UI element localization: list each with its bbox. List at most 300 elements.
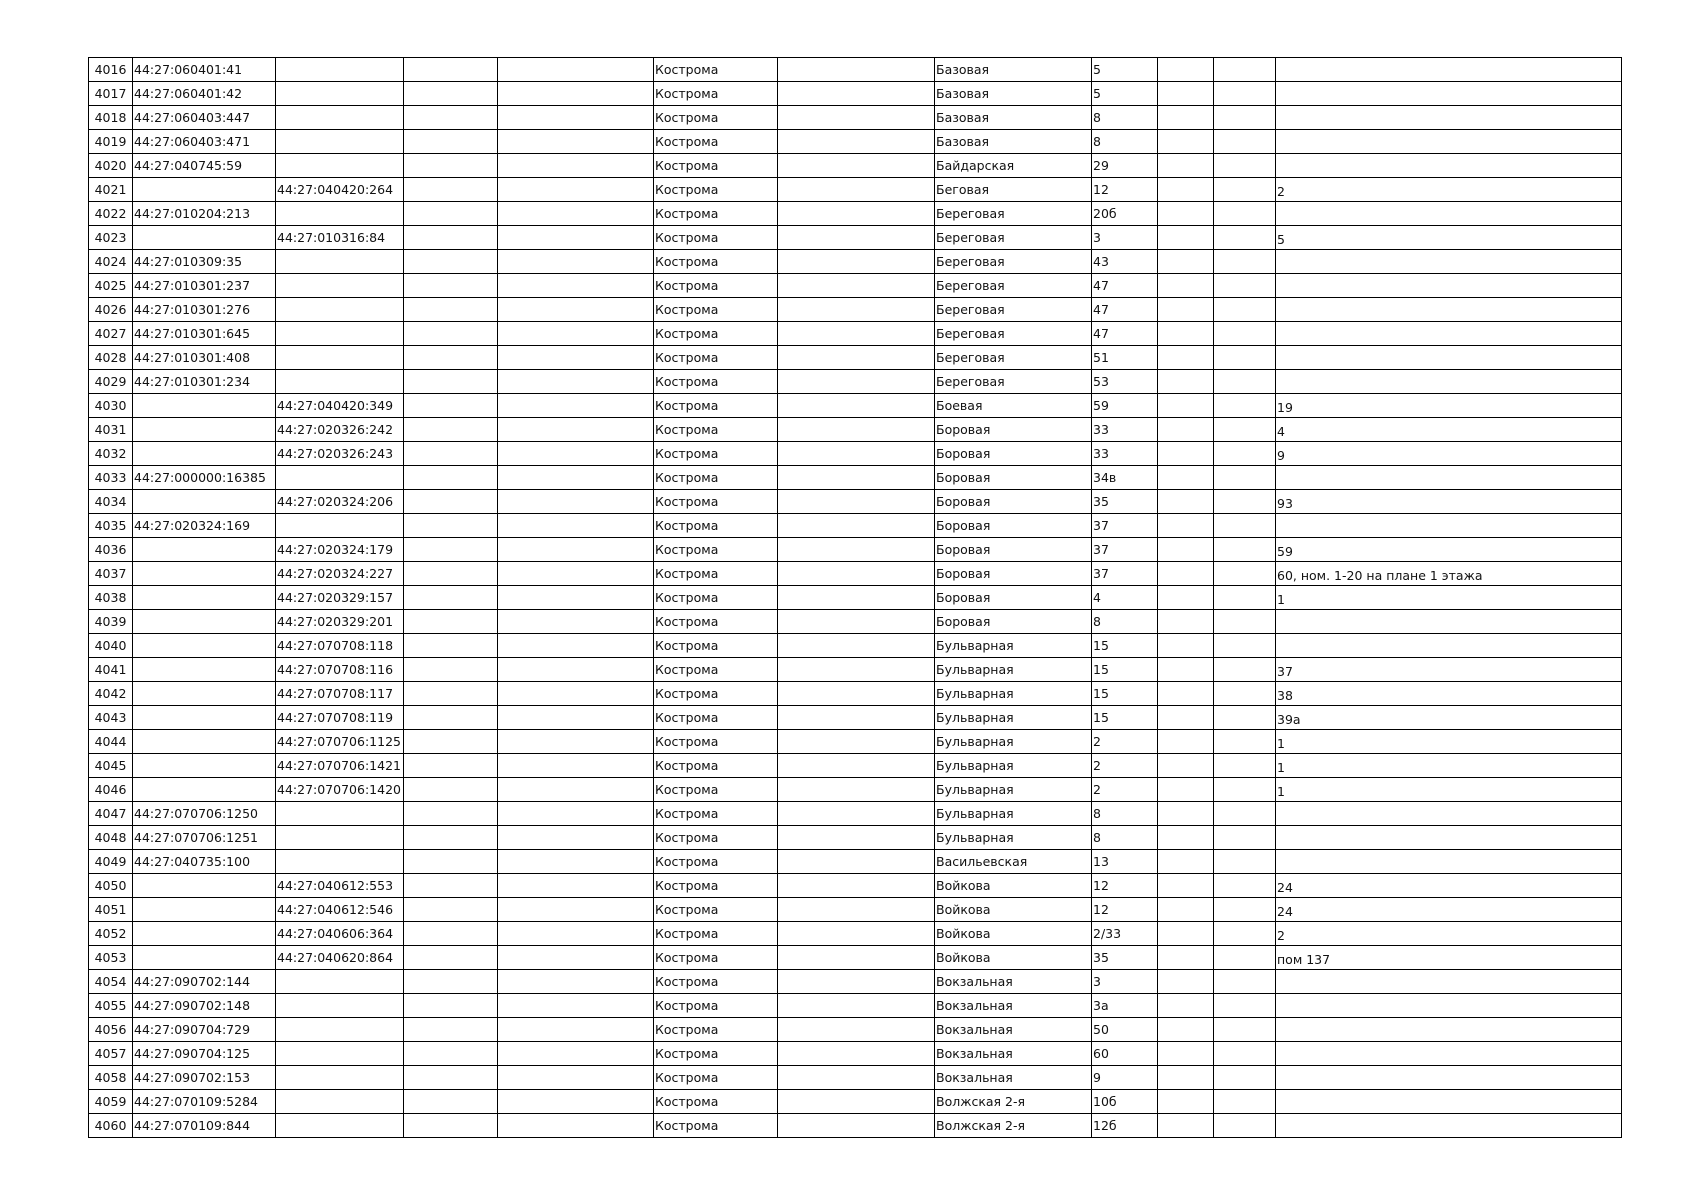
- city-cell: Кострома: [654, 1042, 778, 1066]
- table-row: [89, 154, 1622, 178]
- col-4-cell: [404, 1090, 498, 1114]
- city-cell: Кострома: [654, 970, 778, 994]
- street-cell: Волжская 2-я: [935, 1114, 1092, 1138]
- parent-cadastral-number-cell: 44:27:040620:864: [276, 946, 404, 970]
- row-number-cell: 4018: [89, 106, 133, 130]
- parent-cadastral-number-cell: [276, 130, 404, 154]
- col-11-cell: [1214, 682, 1276, 706]
- col-11-cell: [1214, 202, 1276, 226]
- street-cell: Боровая: [935, 538, 1092, 562]
- street-cell: Вокзальная: [935, 1066, 1092, 1090]
- col-4-cell: [404, 178, 498, 202]
- row-number-cell: 4020: [89, 154, 133, 178]
- cadastral-number-cell: 44:27:060401:41: [133, 58, 276, 82]
- col-5-cell: [498, 1114, 654, 1138]
- apartment-note-cell: [1276, 274, 1622, 298]
- col-11-cell: [1214, 562, 1276, 586]
- house-number-cell: 47: [1092, 298, 1158, 322]
- col-4-cell: [404, 610, 498, 634]
- row-number-cell: 4043: [89, 706, 133, 730]
- table-row: [89, 418, 1622, 442]
- city-cell: Кострома: [654, 1114, 778, 1138]
- house-number-cell: 8: [1092, 610, 1158, 634]
- col-5-cell: [498, 130, 654, 154]
- col-11-cell: [1214, 226, 1276, 250]
- col-10-cell: [1158, 586, 1214, 610]
- col-4-cell: [404, 370, 498, 394]
- parent-cadastral-number-cell: 44:27:020329:157: [276, 586, 404, 610]
- cadastral-number-cell: 44:27:010204:213: [133, 202, 276, 226]
- parent-cadastral-number-cell: 44:27:070708:117: [276, 682, 404, 706]
- row-number-cell: 4022: [89, 202, 133, 226]
- parent-cadastral-number-cell: [276, 106, 404, 130]
- col-10-cell: [1158, 370, 1214, 394]
- col-5-cell: [498, 106, 654, 130]
- house-number-cell: 3: [1092, 226, 1158, 250]
- parent-cadastral-number-cell: [276, 298, 404, 322]
- col-4-cell: [404, 130, 498, 154]
- col-5-cell: [498, 994, 654, 1018]
- cadastral-number-cell: [133, 682, 276, 706]
- col-10-cell: [1158, 898, 1214, 922]
- table-row: [89, 1114, 1622, 1138]
- cadastral-number-cell: [133, 658, 276, 682]
- row-number-cell: 4040: [89, 634, 133, 658]
- apartment-note-cell: 19: [1276, 394, 1622, 418]
- cadastral-number-cell: [133, 490, 276, 514]
- table-row: [89, 202, 1622, 226]
- parent-cadastral-number-cell: [276, 250, 404, 274]
- parent-cadastral-number-cell: [276, 1090, 404, 1114]
- col-5-cell: [498, 946, 654, 970]
- street-cell: Бульварная: [935, 706, 1092, 730]
- cadastral-number-cell: 44:27:090702:153: [133, 1066, 276, 1090]
- street-cell: Вокзальная: [935, 1042, 1092, 1066]
- cadastral-number-cell: [133, 874, 276, 898]
- col-10-cell: [1158, 178, 1214, 202]
- col-10-cell: [1158, 346, 1214, 370]
- city-cell: Кострома: [654, 682, 778, 706]
- col-11-cell: [1214, 706, 1276, 730]
- col-7-cell: [778, 130, 935, 154]
- col-11-cell: [1214, 970, 1276, 994]
- house-number-cell: 9: [1092, 1066, 1158, 1090]
- table-row: [89, 1066, 1622, 1090]
- parent-cadastral-number-cell: [276, 826, 404, 850]
- col-11-cell: [1214, 1042, 1276, 1066]
- cadastral-number-cell: 44:27:090702:144: [133, 970, 276, 994]
- apartment-note-cell: [1276, 106, 1622, 130]
- table-row: [89, 1018, 1622, 1042]
- col-11-cell: [1214, 82, 1276, 106]
- row-number-cell: 4056: [89, 1018, 133, 1042]
- col-7-cell: [778, 1090, 935, 1114]
- col-7-cell: [778, 442, 935, 466]
- col-7-cell: [778, 586, 935, 610]
- city-cell: Кострома: [654, 562, 778, 586]
- col-5-cell: [498, 1090, 654, 1114]
- col-7-cell: [778, 562, 935, 586]
- parent-cadastral-number-cell: 44:27:070706:1125: [276, 730, 404, 754]
- parent-cadastral-number-cell: [276, 58, 404, 82]
- apartment-note-cell: [1276, 970, 1622, 994]
- house-number-cell: 8: [1092, 802, 1158, 826]
- house-number-cell: 35: [1092, 490, 1158, 514]
- col-5-cell: [498, 298, 654, 322]
- cadastral-number-cell: [133, 418, 276, 442]
- table-row: [89, 946, 1622, 970]
- col-7-cell: [778, 106, 935, 130]
- col-7-cell: [778, 850, 935, 874]
- table-row: [89, 490, 1622, 514]
- cadastral-number-cell: 44:27:090704:125: [133, 1042, 276, 1066]
- house-number-cell: 8: [1092, 130, 1158, 154]
- table-row: [89, 802, 1622, 826]
- city-cell: Кострома: [654, 826, 778, 850]
- city-cell: Кострома: [654, 322, 778, 346]
- parent-cadastral-number-cell: [276, 82, 404, 106]
- col-7-cell: [778, 634, 935, 658]
- house-number-cell: 35: [1092, 946, 1158, 970]
- city-cell: Кострома: [654, 154, 778, 178]
- col-7-cell: [778, 490, 935, 514]
- table-row: [89, 922, 1622, 946]
- row-number-cell: 4036: [89, 538, 133, 562]
- col-5-cell: [498, 778, 654, 802]
- cadastral-number-cell: [133, 898, 276, 922]
- apartment-note-cell: 5: [1276, 226, 1622, 250]
- col-7-cell: [778, 802, 935, 826]
- city-cell: Кострома: [654, 634, 778, 658]
- table-row: [89, 874, 1622, 898]
- col-5-cell: [498, 418, 654, 442]
- col-7-cell: [778, 826, 935, 850]
- col-4-cell: [404, 322, 498, 346]
- row-number-cell: 4019: [89, 130, 133, 154]
- city-cell: Кострома: [654, 514, 778, 538]
- col-4-cell: [404, 562, 498, 586]
- col-10-cell: [1158, 994, 1214, 1018]
- house-number-cell: 37: [1092, 538, 1158, 562]
- table-row: [89, 178, 1622, 202]
- street-cell: Бульварная: [935, 802, 1092, 826]
- cadastral-number-cell: [133, 562, 276, 586]
- city-cell: Кострома: [654, 202, 778, 226]
- col-4-cell: [404, 586, 498, 610]
- apartment-note-cell: [1276, 58, 1622, 82]
- house-number-cell: 8: [1092, 106, 1158, 130]
- city-cell: Кострома: [654, 370, 778, 394]
- cadastral-number-cell: 44:27:010301:276: [133, 298, 276, 322]
- parent-cadastral-number-cell: [276, 202, 404, 226]
- row-number-cell: 4016: [89, 58, 133, 82]
- parent-cadastral-number-cell: [276, 1114, 404, 1138]
- cadastral-number-cell: [133, 178, 276, 202]
- row-number-cell: 4044: [89, 730, 133, 754]
- table-row: [89, 226, 1622, 250]
- row-number-cell: 4023: [89, 226, 133, 250]
- house-number-cell: 15: [1092, 682, 1158, 706]
- col-5-cell: [498, 562, 654, 586]
- parent-cadastral-number-cell: 44:27:020324:179: [276, 538, 404, 562]
- row-number-cell: 4025: [89, 274, 133, 298]
- street-cell: Береговая: [935, 346, 1092, 370]
- street-cell: Береговая: [935, 298, 1092, 322]
- cadastral-number-cell: 44:27:070109:5284: [133, 1090, 276, 1114]
- col-11-cell: [1214, 826, 1276, 850]
- table-row: [89, 634, 1622, 658]
- col-10-cell: [1158, 1090, 1214, 1114]
- parent-cadastral-number-cell: [276, 154, 404, 178]
- row-number-cell: 4035: [89, 514, 133, 538]
- city-cell: Кострома: [654, 754, 778, 778]
- city-cell: Кострома: [654, 778, 778, 802]
- col-5-cell: [498, 970, 654, 994]
- row-number-cell: 4051: [89, 898, 133, 922]
- parent-cadastral-number-cell: 44:27:040420:349: [276, 394, 404, 418]
- col-7-cell: [778, 946, 935, 970]
- col-5-cell: [498, 586, 654, 610]
- col-7-cell: [778, 610, 935, 634]
- col-11-cell: [1214, 610, 1276, 634]
- city-cell: Кострома: [654, 298, 778, 322]
- row-number-cell: 4027: [89, 322, 133, 346]
- col-7-cell: [778, 778, 935, 802]
- table-row: [89, 130, 1622, 154]
- apartment-note-cell: [1276, 82, 1622, 106]
- parent-cadastral-number-cell: 44:27:020326:243: [276, 442, 404, 466]
- house-number-cell: 2/33: [1092, 922, 1158, 946]
- parent-cadastral-number-cell: 44:27:040606:364: [276, 922, 404, 946]
- table-row: [89, 898, 1622, 922]
- cadastral-number-cell: 44:27:010309:35: [133, 250, 276, 274]
- col-7-cell: [778, 298, 935, 322]
- row-number-cell: 4029: [89, 370, 133, 394]
- cadastral-number-cell: 44:27:070706:1251: [133, 826, 276, 850]
- col-5-cell: [498, 202, 654, 226]
- col-11-cell: [1214, 802, 1276, 826]
- apartment-note-cell: [1276, 634, 1622, 658]
- col-5-cell: [498, 1042, 654, 1066]
- cadastral-number-cell: 44:27:010301:237: [133, 274, 276, 298]
- col-5-cell: [498, 82, 654, 106]
- apartment-note-cell: [1276, 154, 1622, 178]
- col-4-cell: [404, 730, 498, 754]
- col-5-cell: [498, 1018, 654, 1042]
- parent-cadastral-number-cell: 44:27:040420:264: [276, 178, 404, 202]
- apartment-note-cell: [1276, 610, 1622, 634]
- col-10-cell: [1158, 1114, 1214, 1138]
- col-7-cell: [778, 226, 935, 250]
- row-number-cell: 4059: [89, 1090, 133, 1114]
- street-cell: Боровая: [935, 610, 1092, 634]
- col-10-cell: [1158, 130, 1214, 154]
- parent-cadastral-number-cell: 44:27:040612:546: [276, 898, 404, 922]
- apartment-note-cell: 59: [1276, 538, 1622, 562]
- house-number-cell: 8: [1092, 826, 1158, 850]
- house-number-cell: 3: [1092, 970, 1158, 994]
- col-4-cell: [404, 298, 498, 322]
- street-cell: Бульварная: [935, 754, 1092, 778]
- col-10-cell: [1158, 922, 1214, 946]
- col-11-cell: [1214, 514, 1276, 538]
- apartment-note-cell: [1276, 1114, 1622, 1138]
- parent-cadastral-number-cell: [276, 514, 404, 538]
- col-10-cell: [1158, 106, 1214, 130]
- col-5-cell: [498, 634, 654, 658]
- col-4-cell: [404, 922, 498, 946]
- apartment-note-cell: 4: [1276, 418, 1622, 442]
- col-7-cell: [778, 922, 935, 946]
- table-row: [89, 466, 1622, 490]
- street-cell: Войкова: [935, 874, 1092, 898]
- table-row: [89, 298, 1622, 322]
- city-cell: Кострома: [654, 898, 778, 922]
- col-11-cell: [1214, 586, 1276, 610]
- parent-cadastral-number-cell: [276, 1066, 404, 1090]
- row-number-cell: 4042: [89, 682, 133, 706]
- house-number-cell: 2: [1092, 754, 1158, 778]
- street-cell: Бульварная: [935, 658, 1092, 682]
- row-number-cell: 4055: [89, 994, 133, 1018]
- parent-cadastral-number-cell: [276, 322, 404, 346]
- col-10-cell: [1158, 658, 1214, 682]
- cadastral-number-cell: [133, 538, 276, 562]
- city-cell: Кострома: [654, 874, 778, 898]
- house-number-cell: 37: [1092, 562, 1158, 586]
- apartment-note-cell: [1276, 466, 1622, 490]
- col-4-cell: [404, 658, 498, 682]
- col-4-cell: [404, 1066, 498, 1090]
- cadastral-number-cell: 44:27:060403:447: [133, 106, 276, 130]
- row-number-cell: 4031: [89, 418, 133, 442]
- street-cell: Базовая: [935, 130, 1092, 154]
- col-11-cell: [1214, 58, 1276, 82]
- col-7-cell: [778, 970, 935, 994]
- cadastral-number-cell: 44:27:010301:408: [133, 346, 276, 370]
- col-5-cell: [498, 274, 654, 298]
- col-11-cell: [1214, 994, 1276, 1018]
- house-number-cell: 51: [1092, 346, 1158, 370]
- street-cell: Бульварная: [935, 778, 1092, 802]
- col-11-cell: [1214, 898, 1276, 922]
- house-number-cell: 5: [1092, 58, 1158, 82]
- house-number-cell: 2: [1092, 778, 1158, 802]
- col-7-cell: [778, 370, 935, 394]
- street-cell: Боевая: [935, 394, 1092, 418]
- street-cell: Береговая: [935, 370, 1092, 394]
- cadastral-number-cell: [133, 634, 276, 658]
- parent-cadastral-number-cell: 44:27:070708:118: [276, 634, 404, 658]
- col-7-cell: [778, 394, 935, 418]
- col-11-cell: [1214, 154, 1276, 178]
- col-10-cell: [1158, 826, 1214, 850]
- col-11-cell: [1214, 466, 1276, 490]
- col-4-cell: [404, 802, 498, 826]
- col-11-cell: [1214, 874, 1276, 898]
- city-cell: Кострома: [654, 274, 778, 298]
- cadastral-number-cell: 44:27:060403:471: [133, 130, 276, 154]
- col-10-cell: [1158, 58, 1214, 82]
- row-number-cell: 4048: [89, 826, 133, 850]
- col-10-cell: [1158, 442, 1214, 466]
- house-number-cell: 13: [1092, 850, 1158, 874]
- city-cell: Кострома: [654, 346, 778, 370]
- house-number-cell: 12б: [1092, 1114, 1158, 1138]
- table-row: [89, 106, 1622, 130]
- house-number-cell: 4: [1092, 586, 1158, 610]
- col-4-cell: [404, 970, 498, 994]
- col-11-cell: [1214, 130, 1276, 154]
- house-number-cell: 12: [1092, 178, 1158, 202]
- col-4-cell: [404, 994, 498, 1018]
- house-number-cell: 15: [1092, 634, 1158, 658]
- col-5-cell: [498, 850, 654, 874]
- col-7-cell: [778, 658, 935, 682]
- city-cell: Кострома: [654, 586, 778, 610]
- apartment-note-cell: [1276, 850, 1622, 874]
- col-10-cell: [1158, 250, 1214, 274]
- row-number-cell: 4058: [89, 1066, 133, 1090]
- street-cell: Беговая: [935, 178, 1092, 202]
- street-cell: Базовая: [935, 58, 1092, 82]
- parent-cadastral-number-cell: 44:27:040612:553: [276, 874, 404, 898]
- parent-cadastral-number-cell: [276, 802, 404, 826]
- col-11-cell: [1214, 658, 1276, 682]
- city-cell: Кострома: [654, 538, 778, 562]
- apartment-note-cell: 1: [1276, 730, 1622, 754]
- cadastral-number-cell: [133, 778, 276, 802]
- col-4-cell: [404, 226, 498, 250]
- table-row: [89, 1042, 1622, 1066]
- house-number-cell: 43: [1092, 250, 1158, 274]
- house-number-cell: 59: [1092, 394, 1158, 418]
- table-row: [89, 394, 1622, 418]
- col-5-cell: [498, 58, 654, 82]
- col-4-cell: [404, 394, 498, 418]
- col-5-cell: [498, 466, 654, 490]
- cadastral-number-cell: 44:27:040745:59: [133, 154, 276, 178]
- cadastral-number-cell: [133, 226, 276, 250]
- col-10-cell: [1158, 274, 1214, 298]
- parent-cadastral-number-cell: 44:27:070706:1421: [276, 754, 404, 778]
- col-4-cell: [404, 106, 498, 130]
- apartment-note-cell: 1: [1276, 778, 1622, 802]
- table-row: [89, 1090, 1622, 1114]
- col-5-cell: [498, 658, 654, 682]
- col-4-cell: [404, 346, 498, 370]
- col-10-cell: [1158, 394, 1214, 418]
- street-cell: Береговая: [935, 322, 1092, 346]
- row-number-cell: 4052: [89, 922, 133, 946]
- col-11-cell: [1214, 346, 1276, 370]
- row-number-cell: 4037: [89, 562, 133, 586]
- street-cell: Бульварная: [935, 634, 1092, 658]
- apartment-note-cell: [1276, 1066, 1622, 1090]
- city-cell: Кострома: [654, 82, 778, 106]
- col-5-cell: [498, 154, 654, 178]
- street-cell: Береговая: [935, 202, 1092, 226]
- table-row: [89, 370, 1622, 394]
- parent-cadastral-number-cell: [276, 274, 404, 298]
- apartment-note-cell: 1: [1276, 586, 1622, 610]
- col-11-cell: [1214, 442, 1276, 466]
- house-number-cell: 15: [1092, 706, 1158, 730]
- col-11-cell: [1214, 1114, 1276, 1138]
- col-10-cell: [1158, 802, 1214, 826]
- col-7-cell: [778, 874, 935, 898]
- col-7-cell: [778, 82, 935, 106]
